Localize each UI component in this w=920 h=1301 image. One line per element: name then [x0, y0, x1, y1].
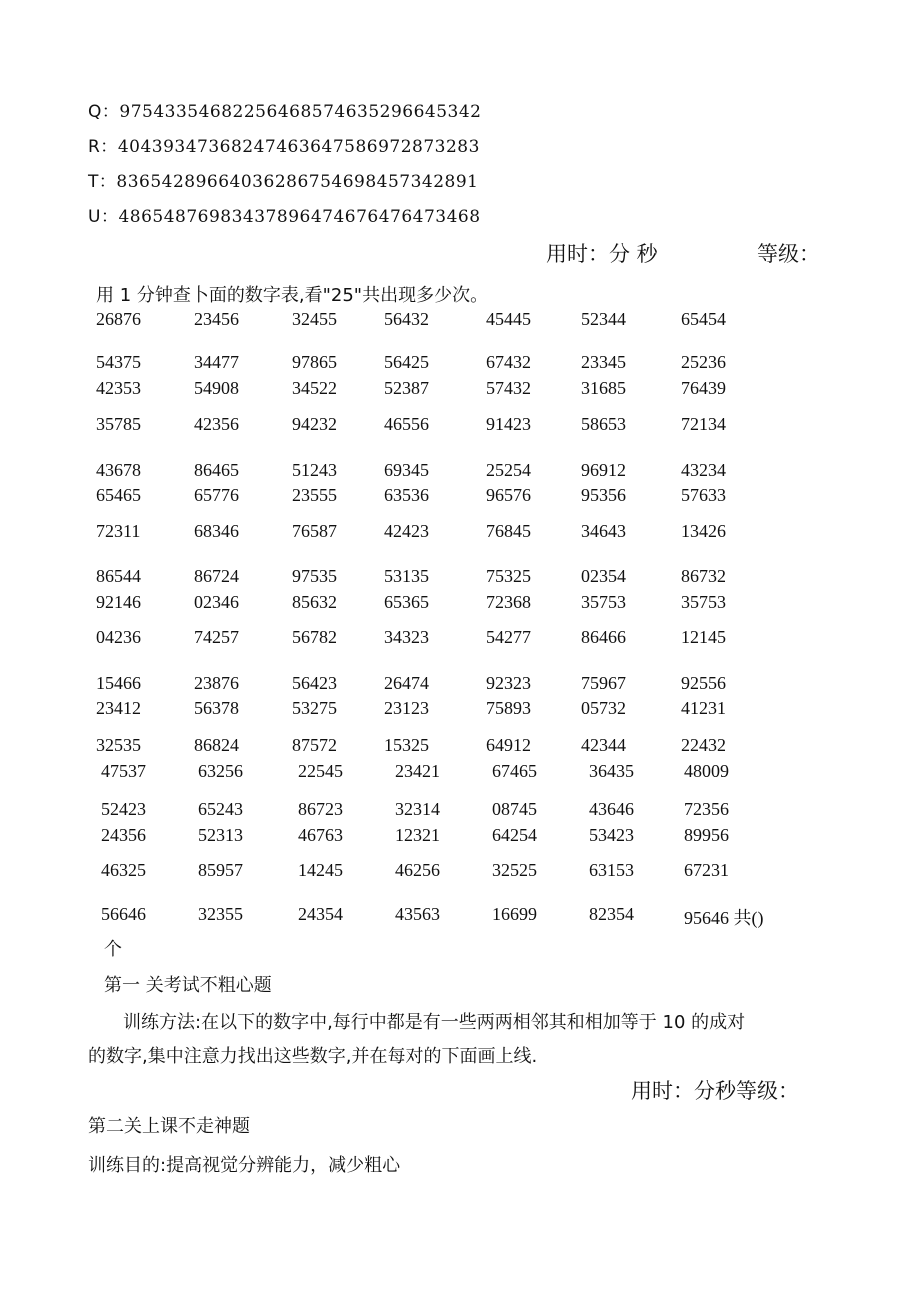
- table-cell: 54908: [194, 378, 239, 398]
- table-cell: 92146: [96, 592, 141, 612]
- sequence-digits: 97543354682256468574635296645342: [119, 102, 482, 122]
- table-cell: 67465: [492, 761, 537, 781]
- sequence-t: [88, 167, 479, 192]
- table-cell: 26474: [384, 673, 429, 693]
- sequence-label: Q：: [88, 102, 120, 122]
- table-cell: 25254: [486, 460, 531, 480]
- trailing-unit: 个: [104, 939, 122, 960]
- table-cell: 56432: [384, 309, 429, 329]
- table-cell: 75967: [581, 673, 626, 693]
- table-cell: 65243: [198, 799, 243, 819]
- table-cell: 35785: [96, 414, 141, 434]
- table-cell: 14245: [298, 860, 343, 880]
- table-cell: 36435: [589, 761, 634, 781]
- table-cell: 42356: [194, 414, 239, 434]
- table-cell: 95646 共(): [684, 908, 764, 928]
- table-cell: 65365: [384, 592, 429, 612]
- table-cell: 76587: [292, 521, 337, 541]
- table-cell: 56782: [292, 627, 337, 647]
- table-cell: 52344: [581, 309, 626, 329]
- table-cell: 32314: [395, 799, 440, 819]
- table-cell: 65776: [194, 485, 239, 505]
- table-cell: 32355: [198, 904, 243, 924]
- table-cell: 08745: [492, 799, 537, 819]
- table-cell: 74257: [194, 627, 239, 647]
- table-cell: 23345: [581, 352, 626, 372]
- table-cell: 72368: [486, 592, 531, 612]
- table-cell: 56425: [384, 352, 429, 372]
- table-cell: 86723: [298, 799, 343, 819]
- table-cell: 47537: [101, 761, 146, 781]
- table-cell: 22432: [681, 735, 726, 755]
- table-cell: 43646: [589, 799, 634, 819]
- table-cell: 86824: [194, 735, 239, 755]
- table-cell: 54375: [96, 352, 141, 372]
- purpose-text: 训练目的:提高视觉分辨能力，减少粗心: [88, 1155, 401, 1176]
- method-text-line2: 的数字,集中注意力找出这些数字,并在每对的下面画上线.: [88, 1046, 538, 1067]
- table-cell: 45445: [486, 309, 531, 329]
- table-cell: 65454: [681, 309, 726, 329]
- table-cell: 87572: [292, 735, 337, 755]
- table-cell: 94232: [292, 414, 337, 434]
- table-cell: 64912: [486, 735, 531, 755]
- table-cell: 52387: [384, 378, 429, 398]
- table-cell: 34477: [194, 352, 239, 372]
- table-cell: 57633: [681, 485, 726, 505]
- table-cell: 32525: [492, 860, 537, 880]
- table-cell: 86465: [194, 460, 239, 480]
- table-cell: 75325: [486, 566, 531, 586]
- table-cell: 23421: [395, 761, 440, 781]
- sequence-label: T：: [88, 172, 117, 192]
- table-cell: 57432: [486, 378, 531, 398]
- table-cell: 46556: [384, 414, 429, 434]
- table-cell: 75893: [486, 698, 531, 718]
- table-cell: 12145: [681, 627, 726, 647]
- table-cell: 63153: [589, 860, 634, 880]
- table-cell: 34522: [292, 378, 337, 398]
- table-cell: 42353: [96, 378, 141, 398]
- table-cell: 54277: [486, 627, 531, 647]
- table-cell: 23456: [194, 309, 239, 329]
- table-cell: 04236: [96, 627, 141, 647]
- table-cell: 97535: [292, 566, 337, 586]
- table-cell: 32455: [292, 309, 337, 329]
- table-cell: 43678: [96, 460, 141, 480]
- table-cell: 46763: [298, 825, 343, 845]
- table-cell: 67231: [684, 860, 729, 880]
- table-cell: 91423: [486, 414, 531, 434]
- table-cell: 72311: [96, 521, 141, 541]
- table-cell: 02354: [581, 566, 626, 586]
- table-cell: 23123: [384, 698, 429, 718]
- table-cell: 76845: [486, 521, 531, 541]
- table-cell: 25236: [681, 352, 726, 372]
- table-cell: 95356: [581, 485, 626, 505]
- section-title: 第二关上课不走神题: [88, 1116, 250, 1137]
- table-cell: 46325: [101, 860, 146, 880]
- table-cell: 51243: [292, 460, 337, 480]
- method-text-line1: 训练方法:在以下的数字中,每行中都是有一些两两相邻其和相加等于 10 的成对: [123, 1012, 746, 1033]
- table-cell: 22545: [298, 761, 343, 781]
- table-cell: 86724: [194, 566, 239, 586]
- table-cell: 96912: [581, 460, 626, 480]
- table-cell: 69345: [384, 460, 429, 480]
- section-title: 第一 关考试不粗心题: [104, 975, 272, 996]
- table-cell: 89956: [684, 825, 729, 845]
- table-cell: 92323: [486, 673, 531, 693]
- sequence-r: [88, 132, 480, 157]
- table-cell: 46256: [395, 860, 440, 880]
- table-cell: 15325: [384, 735, 429, 755]
- table-cell: 56423: [292, 673, 337, 693]
- table-cell: 63256: [198, 761, 243, 781]
- table-cell: 85632: [292, 592, 337, 612]
- table-cell: 64254: [492, 825, 537, 845]
- table-cell: 35753: [581, 592, 626, 612]
- table-cell: 85957: [198, 860, 243, 880]
- table-cell: 96576: [486, 485, 531, 505]
- sequence-digits: 40439347368247463647586972873283: [117, 137, 480, 157]
- table-cell: 15466: [96, 673, 141, 693]
- table-cell: 12321: [395, 825, 440, 845]
- table-cell: 23555: [292, 485, 337, 505]
- table-cell: 72356: [684, 799, 729, 819]
- table-cell: 76439: [681, 378, 726, 398]
- table-cell: 53423: [589, 825, 634, 845]
- table-cell: 41231: [681, 698, 726, 718]
- table-cell: 86732: [681, 566, 726, 586]
- table-cell: 23412: [96, 698, 141, 718]
- timer-label: 用时：分 秒: [546, 242, 658, 266]
- instruction-text: 用 1 分钟查卜面的数字表,看"25"共出现多少次。: [96, 285, 489, 306]
- table-cell: 97865: [292, 352, 337, 372]
- table-cell: 58653: [581, 414, 626, 434]
- table-cell: 23876: [194, 673, 239, 693]
- table-cell: 86544: [96, 566, 141, 586]
- table-cell: 68346: [194, 521, 239, 541]
- table-cell: 34323: [384, 627, 429, 647]
- sequence-label: R：: [88, 137, 118, 157]
- table-cell: 24354: [298, 904, 343, 924]
- sequence-digits: 48654876983437896474676476473468: [118, 207, 481, 227]
- table-cell: 43234: [681, 460, 726, 480]
- sequence-u: [88, 202, 481, 227]
- table-cell: 52423: [101, 799, 146, 819]
- table-cell: 63536: [384, 485, 429, 505]
- sequence-digits: 83654289664036286754698457342891: [116, 172, 479, 192]
- grade-label: 等级：: [757, 242, 820, 266]
- table-cell: 02346: [194, 592, 239, 612]
- table-cell: 56646: [101, 904, 146, 924]
- timer-grade-label: 用时：分秒等级：: [631, 1079, 799, 1103]
- table-cell: 13426: [681, 521, 726, 541]
- table-cell: 34643: [581, 521, 626, 541]
- table-cell: 53135: [384, 566, 429, 586]
- table-cell: 35753: [681, 592, 726, 612]
- table-cell: 82354: [589, 904, 634, 924]
- table-cell: 92556: [681, 673, 726, 693]
- table-cell: 32535: [96, 735, 141, 755]
- table-cell: 52313: [198, 825, 243, 845]
- table-cell: 53275: [292, 698, 337, 718]
- sequence-label: U：: [88, 207, 119, 227]
- table-cell: 65465: [96, 485, 141, 505]
- sequence-q: [88, 97, 482, 122]
- table-cell: 48009: [684, 761, 729, 781]
- table-cell: 24356: [101, 825, 146, 845]
- table-cell: 42423: [384, 521, 429, 541]
- table-cell: 67432: [486, 352, 531, 372]
- table-cell: 43563: [395, 904, 440, 924]
- table-cell: 05732: [581, 698, 626, 718]
- table-cell: 56378: [194, 698, 239, 718]
- table-cell: 72134: [681, 414, 726, 434]
- table-cell: 42344: [581, 735, 626, 755]
- table-cell: 86466: [581, 627, 626, 647]
- table-cell: 16699: [492, 904, 537, 924]
- table-cell: 31685: [581, 378, 626, 398]
- table-cell: 26876: [96, 309, 141, 329]
